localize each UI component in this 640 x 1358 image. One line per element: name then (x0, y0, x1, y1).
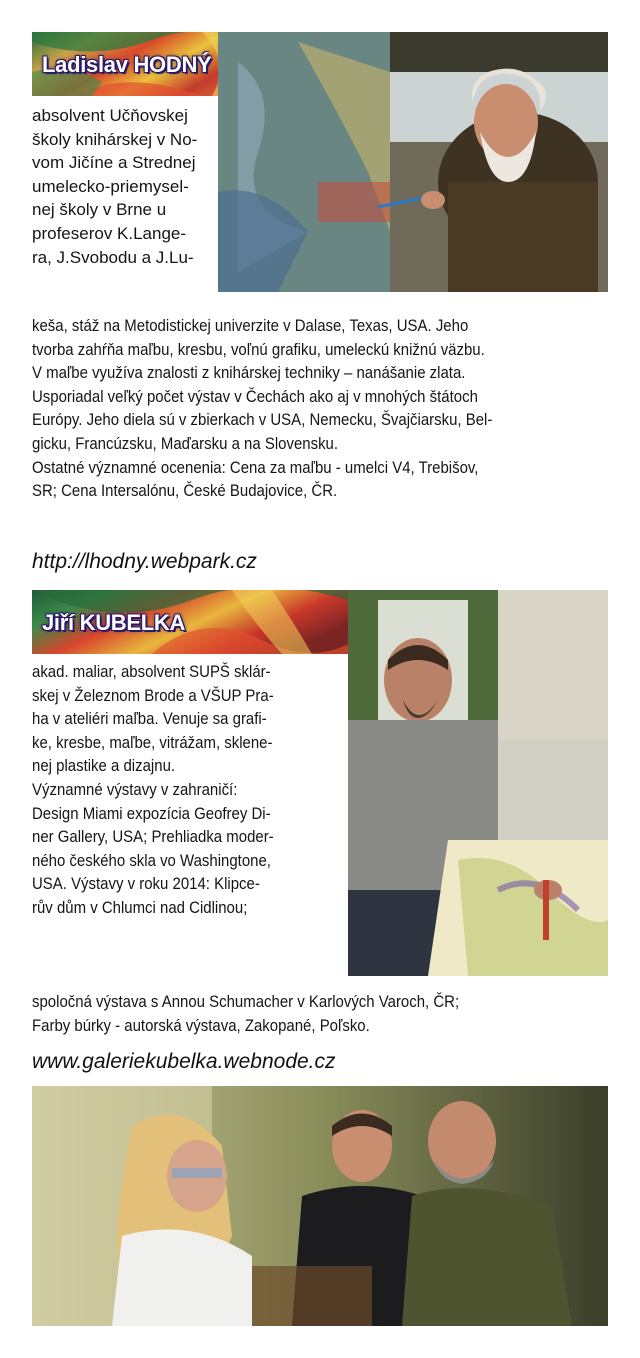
bio-line: tvorba zahŕňa maľbu, kresbu, voľnú grafiku, umeleckú knižnú väzbu. (32, 339, 485, 359)
bio-line: USA. Výstavy v roku 2014: Klipce- (32, 874, 260, 894)
bio-line: spoločná výstava s Annou Schumacher v Karlových Varoch, ČR; (32, 992, 460, 1011)
artist2-name-banner (32, 590, 370, 654)
artist1-bio-full (32, 314, 608, 503)
artist1-name: Ladislav HODNÝ (42, 52, 212, 77)
artist2-bio-wrap (32, 660, 348, 920)
artist2-website-link[interactable]: www.galeriekubelka.webnode.cz (32, 1050, 336, 1073)
bio-line: gicku, Francúzsku, Maďarsku a na Slovensku. (32, 433, 339, 453)
bio-line: Farby búrky - autorská výstava, Zakopané, Poľsko. (32, 1015, 370, 1035)
bio-line: Ostatné významné ocenenia: Cena za maľbu - umelci V4, Trebišov, (32, 457, 479, 477)
painter-at-table-image (348, 590, 608, 976)
bio-line: keša, stáž na Metodistickej univerzite v Dalase, Texas, USA. Jeho (32, 316, 469, 335)
bio-line: ra, J.Svobodu a J.Lu- (32, 247, 194, 267)
bio-line: ného českého skla vo Washingtone, (32, 850, 271, 870)
bio-line: absolvent Učňovskej (32, 106, 188, 125)
bio-line: školy knihárskej v No- (32, 129, 198, 149)
bio-line: skej v Železnom Brode a VŠUP Pra- (32, 685, 274, 705)
bio-line: rův dům v Chlumci nad Cidlinou; (32, 897, 248, 917)
artist1-website-link[interactable]: http://lhodny.webpark.cz (32, 550, 257, 573)
bio-line: nej plastike a dizajnu. (32, 756, 176, 776)
group-photo (32, 1086, 608, 1326)
artist1-photo (218, 32, 608, 292)
artists-group-image (32, 1086, 608, 1326)
bio-line: ner Gallery, USA; Prehliadka moder- (32, 827, 274, 847)
artist1-bio-wrap (32, 104, 218, 269)
bio-line: akad. maliar, absolvent SUPŠ sklár- (32, 662, 271, 681)
artist2-photo (348, 590, 608, 976)
artist2-bio-full (32, 990, 608, 1037)
bio-line: vom Jičíne a Strednej (32, 153, 196, 173)
bio-line: profeserov K.Lange- (32, 223, 187, 243)
bio-line: Design Miami expozícia Geofrey Di- (32, 803, 271, 823)
bio-line: V maľbe využíva znalosti z knihárskej techniky – nanášanie zlata. (32, 363, 466, 383)
bio-line: SR; Cena Intersalónu, České Budajovice, ČR. (32, 481, 338, 501)
painter-at-easel-image (218, 32, 608, 292)
artist2-name: Jiří KUBELKA (42, 610, 186, 635)
bio-line: umelecko-priemysel- (32, 176, 189, 196)
bio-line: ha v ateliéri maľba. Venuje sa grafi- (32, 709, 267, 729)
bio-line: nej školy v Brne u (32, 200, 167, 220)
bio-line: Usporiadal veľký počet výstav v Čechách ako aj v mnohých štátoch (32, 386, 478, 406)
bio-line: ke, kresbe, maľbe, vitrážam, sklene- (32, 732, 273, 752)
bio-line: Európy. Jeho diela sú v zbierkach v USA, Nemecku, Švajčiarsku, Bel- (32, 410, 493, 430)
bio-line: Významné výstavy v zahraničí: (32, 779, 238, 799)
